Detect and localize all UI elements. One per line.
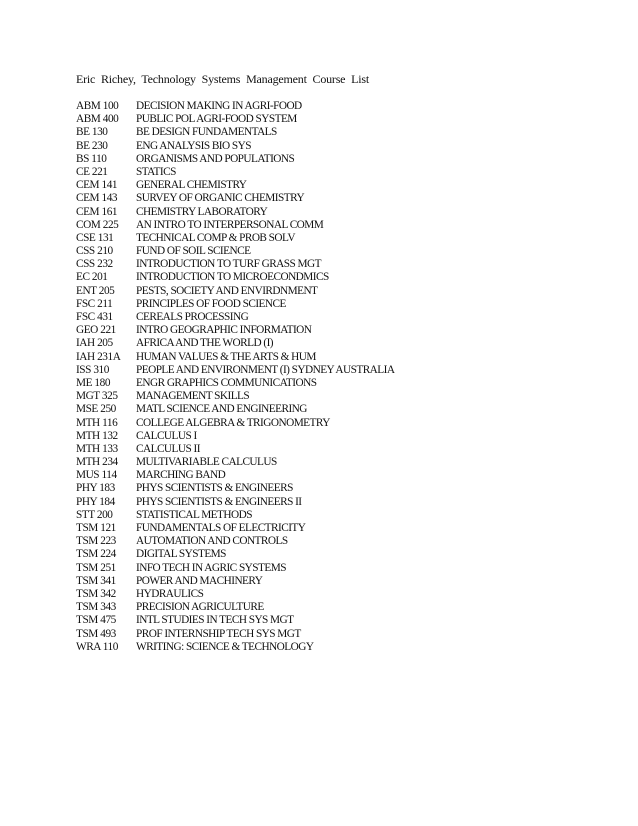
course-code: CEM 161 [76, 205, 118, 218]
course-code: TSM 224 [76, 548, 116, 561]
course-code: TSM 121 [76, 522, 116, 534]
course-code: WRA 110 [76, 640, 118, 653]
course-code: CE 221 [76, 165, 108, 178]
course-code: ENT 205 [76, 284, 115, 297]
course-name: FUNDAMENTALS OF ELECTRICITY [136, 522, 306, 534]
course-name: INTL STUDIES IN TECH SYS MGT [136, 614, 294, 627]
course-name: PEOPLE AND ENVIRONMENT (I) SYDNEY AUSTRALIA [136, 363, 395, 376]
course-name: ORGANISMS AND POPULATIONS [136, 152, 295, 165]
course-code: FSC 431 [76, 311, 113, 323]
course-code: BE 230 [76, 139, 108, 152]
course-code: TSM 342 [76, 587, 116, 600]
course-name: PHYS SCIENTISTS & ENGINEERS II [136, 495, 302, 508]
course-code: TSM 251 [76, 561, 116, 574]
course-name: ENG ANALYSIS BIO SYS [136, 139, 251, 152]
course-code: BS 110 [76, 152, 107, 165]
course-row [76, 285, 394, 298]
course-row [76, 206, 394, 219]
course-row [76, 377, 394, 390]
course-row [76, 324, 394, 337]
course-name: DIGITAL SYSTEMS [136, 548, 226, 561]
course-row [76, 417, 394, 430]
course-code: CSS 232 [76, 258, 113, 271]
course-row [76, 311, 394, 324]
course-row [76, 443, 394, 456]
course-name: STATICS [136, 165, 176, 178]
course-row [76, 166, 394, 179]
course-code: FSC 211 [76, 297, 113, 310]
course-row [76, 614, 394, 627]
course-name: PESTS, SOCIETY AND ENVIRDNMENT [136, 284, 318, 297]
course-row [76, 430, 394, 443]
course-row [76, 245, 394, 258]
course-code: MGT 325 [76, 390, 118, 403]
course-code: MTH 234 [76, 456, 118, 469]
course-name: INTRO GEOGRAPHIC INFORMATION [136, 324, 312, 337]
course-name: SURVEY OF ORGANIC CHEMISTRY [136, 192, 305, 205]
document-title: Eric Richey, Technology Systems Management Course List [76, 72, 369, 86]
course-code: STT 200 [76, 508, 113, 521]
course-name: CALCULUS I [136, 429, 197, 442]
course-code: CSS 210 [76, 245, 113, 258]
course-code: CSE 131 [76, 231, 114, 244]
course-row [76, 179, 394, 192]
course-row [76, 351, 394, 364]
course-name: MATL SCIENCE AND ENGINEERING [136, 403, 307, 416]
course-code: COM 225 [76, 218, 119, 231]
course-row [76, 337, 394, 350]
course-row [76, 641, 394, 654]
course-row [76, 364, 394, 377]
course-code: MTH 132 [76, 429, 118, 442]
course-name: ENGR GRAPHICS COMMUNICATIONS [136, 376, 317, 389]
course-name: HYDRAULICS [136, 587, 204, 600]
course-name: BE DESIGN FUNDAMENTALS [136, 126, 277, 139]
course-row [76, 390, 394, 403]
course-name: MANAGEMENT SKILLS [136, 390, 250, 403]
course-name: AFRICA AND THE WORLD (I) [136, 337, 274, 350]
course-code: TSM 493 [76, 627, 116, 640]
course-code: ISS 310 [76, 363, 109, 376]
course-name: GENERAL CHEMISTRY [136, 179, 247, 192]
course-row [76, 548, 394, 561]
course-list [76, 100, 394, 654]
course-row [76, 140, 394, 153]
course-name: COLLEGE ALGEBRA & TRIGONOMETRY [136, 416, 330, 429]
course-row [76, 628, 394, 641]
course-code: IAH 205 [76, 337, 113, 350]
course-row [76, 126, 394, 139]
course-row [76, 588, 394, 601]
course-name: FUND OF SOIL SCIENCE [136, 245, 251, 258]
course-name: CHEMISTRY LABORATORY [136, 205, 268, 218]
course-code: CEM 143 [76, 192, 118, 205]
course-row [76, 271, 394, 284]
course-name: MARCHING BAND [136, 469, 226, 482]
course-name: STATISTICAL METHODS [136, 508, 252, 521]
course-row [76, 219, 394, 232]
course-row [76, 482, 394, 495]
course-code: TSM 343 [76, 601, 116, 614]
course-code: ME 180 [76, 376, 111, 389]
course-row [76, 601, 394, 614]
course-name: PUBLIC POL AGRI-FOOD SYSTEM [136, 113, 297, 126]
course-row [76, 298, 394, 311]
course-row [76, 192, 394, 205]
course-name: CALCULUS II [136, 442, 200, 455]
course-name: AUTOMATION AND CONTROLS [136, 535, 288, 548]
course-name: INTRODUCTION TO TURF GRASS MGT [136, 258, 321, 271]
course-code: BE 130 [76, 126, 108, 139]
course-name: DECISION MAKING IN AGRI-FOOD [136, 100, 302, 112]
course-code: PHY 184 [76, 495, 115, 508]
course-row [76, 403, 394, 416]
course-code: TSM 475 [76, 614, 116, 627]
course-row [76, 496, 394, 509]
course-row [76, 100, 394, 113]
course-name: HUMAN VALUES & THE ARTS & HUM [136, 350, 316, 363]
course-code: ABM 400 [76, 113, 119, 126]
course-name: POWER AND MACHINERY [136, 574, 263, 587]
course-row [76, 509, 394, 522]
course-name: MULTIVARIABLE CALCULUS [136, 456, 277, 469]
course-row [76, 456, 394, 469]
course-name: TECHNICAL COMP & PROB SOLV [136, 231, 295, 244]
course-name: WRITING: SCIENCE & TECHNOLOGY [136, 640, 314, 653]
course-code: GEO 221 [76, 324, 116, 337]
course-name: PROF INTERNSHIP TECH SYS MGT [136, 627, 301, 640]
course-code: TSM 223 [76, 535, 116, 548]
course-name: PRINCIPLES OF FOOD SCIENCE [136, 297, 286, 310]
course-row [76, 535, 394, 548]
course-row [76, 113, 394, 126]
course-row [76, 153, 394, 166]
course-row [76, 232, 394, 245]
course-code: PHY 183 [76, 482, 115, 495]
course-name: PRECISION AGRICULTURE [136, 601, 264, 614]
course-name: PHYS SCIENTISTS & ENGINEERS [136, 482, 293, 495]
course-code: MTH 116 [76, 416, 118, 429]
course-code: EC 201 [76, 271, 108, 284]
course-code: CEM 141 [76, 179, 118, 192]
course-code: MSE 250 [76, 403, 116, 416]
course-row [76, 258, 394, 271]
course-name: INFO TECH IN AGRIC SYSTEMS [136, 561, 286, 574]
course-code: MUS 114 [76, 469, 117, 482]
course-row [76, 469, 394, 482]
course-code: TSM 341 [76, 574, 116, 587]
course-name: AN INTRO TO INTERPERSONAL COMM [136, 218, 324, 231]
course-name: CEREALS PROCESSING [136, 311, 249, 323]
course-code: IAH 231A [76, 350, 121, 363]
course-code: MTH 133 [76, 442, 118, 455]
course-row [76, 562, 394, 575]
course-name: INTRODUCTION TO MICROECONDMICS [136, 271, 329, 284]
course-row [76, 522, 394, 535]
course-code: ABM 100 [76, 100, 119, 112]
course-row [76, 575, 394, 588]
